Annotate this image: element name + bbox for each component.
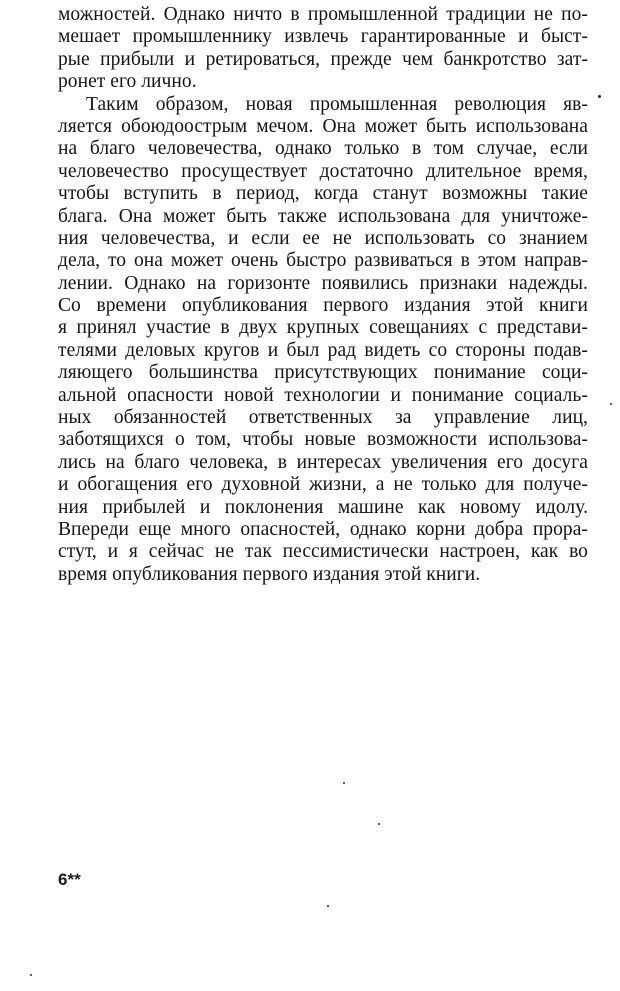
text-line: ляется обоюдоострым мечом. Она может быть использована <box>58 115 588 137</box>
printer-signature-mark: 6** <box>58 870 81 889</box>
text-line: лись на благо человека, в интересах увеличения его досуга <box>58 451 588 473</box>
print-speck <box>598 95 601 98</box>
text-line: Впереди еще много опасностей, однако корни добра прора- <box>58 518 588 540</box>
text-line: лении. Однако на горизонте появились признаки надежды. <box>58 272 588 294</box>
text-line: Таким образом, новая промышленная революция яв- <box>86 93 588 115</box>
text-line: дела, то она может очень быстро развиваться в этом направ- <box>58 250 588 272</box>
text-line: человечество просуществует достаточно длительное время, <box>58 160 588 182</box>
text-line: чтобы вступить в период, когда станут возможны такие <box>58 183 588 205</box>
text-line: рые прибыли и ретироваться, прежде чем банкротство зат- <box>58 48 588 70</box>
text-line: ронет его лично. <box>58 71 197 93</box>
text-line: я принял участие в двух крупных совещаниях с представи- <box>58 317 588 339</box>
print-speck <box>30 974 32 976</box>
print-speck <box>327 905 329 907</box>
text-line: можностей. Однако ничто в промышленной традиции не по- <box>58 4 588 25</box>
text-line: блага. Она может быть также использована для уничтоже- <box>58 205 588 227</box>
print-speck <box>343 782 345 784</box>
text-line: ных обязанностей ответственных за управление лиц, <box>58 407 588 429</box>
text-line: стут, и я сейчас не так пессимистически настроен, как во <box>58 541 588 563</box>
print-speck <box>610 403 612 405</box>
text-line: мешает промышленнику извлечь гарантированные и быст- <box>58 26 588 48</box>
text-line: альной опасности новой технологии и понимание социаль- <box>58 384 588 406</box>
body-text <box>58 4 588 586</box>
text-line: ния человечества, и если ее не использовать со знанием <box>58 227 588 249</box>
text-line: Со времени опубликования первого издания этой книги <box>58 295 588 317</box>
text-line: заботящихся о том, чтобы новые возможности использова- <box>58 429 588 451</box>
text-line: ляющего большинства присутствующих понимание соци- <box>58 362 588 384</box>
print-speck <box>378 823 380 825</box>
text-line: на благо человечества, однако только в том случае, если <box>58 138 588 160</box>
text-line: ния прибылей и поклонения машине как новому идолу. <box>58 496 588 518</box>
text-line: время опубликования первого издания этой книги. <box>58 563 481 585</box>
text-line: и обогащения его духовной жизни, а не только для получе- <box>58 474 588 496</box>
text-line: телями деловых кругов и был рад видеть со стороны подав- <box>58 339 588 361</box>
